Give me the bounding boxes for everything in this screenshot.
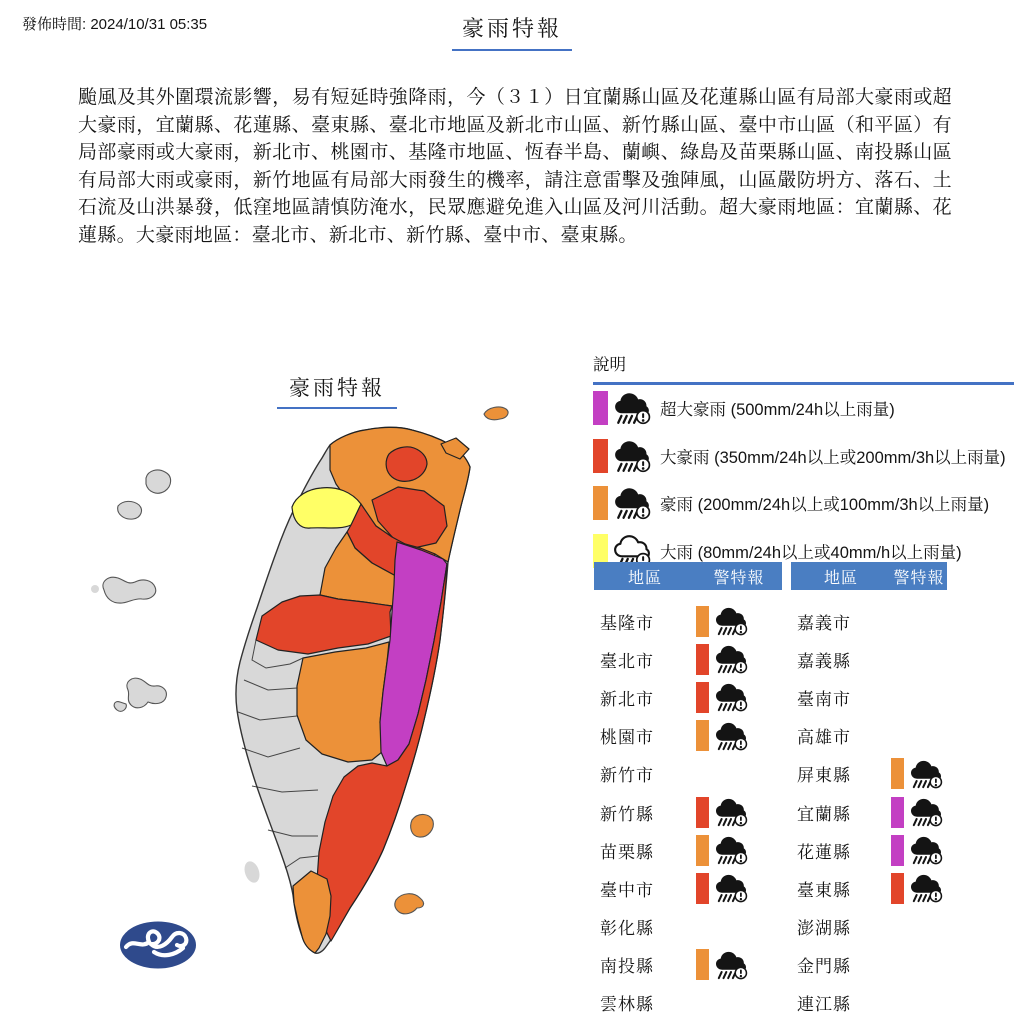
alert-cell <box>891 835 943 866</box>
map-region-kinmen <box>103 577 156 603</box>
map-region-taipei-city <box>386 447 427 482</box>
region-name: 宜蘭縣 <box>797 804 851 824</box>
table-body <box>594 602 782 1022</box>
alert-cell <box>891 758 943 789</box>
table-row <box>594 831 782 869</box>
storm-cloud-icon <box>909 835 943 865</box>
table-row <box>594 602 782 640</box>
region-name: 花蓮縣 <box>797 842 851 862</box>
region-name: 澎湖縣 <box>797 919 851 939</box>
alert-cell <box>696 873 748 904</box>
storm-cloud-icon <box>714 950 748 980</box>
legend-label: 大雨 (80mm/24h以上或40mm/h以上雨量) <box>660 543 962 562</box>
map-region-penghu <box>127 678 166 708</box>
legend-item <box>593 385 1014 433</box>
map-region-kinmen-islet <box>91 585 99 593</box>
table-row <box>594 984 782 1022</box>
alert-cell <box>696 644 748 675</box>
legend-title: 說明 <box>593 356 626 374</box>
region-name: 新北市 <box>600 689 654 709</box>
legend <box>593 351 1014 575</box>
region-name: 高雄市 <box>797 728 851 748</box>
table-row <box>594 678 782 716</box>
storm-cloud-icon <box>714 606 748 636</box>
region-column-header: 地區 <box>823 569 858 587</box>
region-name: 嘉義縣 <box>797 651 851 671</box>
alert-table-left <box>594 562 782 1022</box>
region-name: 新竹市 <box>600 766 654 786</box>
map-region-green-island <box>411 814 434 837</box>
table-row <box>594 946 782 984</box>
alert-color-chip <box>696 720 709 751</box>
map-region-nantou <box>297 642 389 762</box>
region-name: 彰化縣 <box>600 919 654 939</box>
alert-cell <box>891 797 943 828</box>
map-region-penghu-islet <box>114 702 126 712</box>
table-header <box>594 562 782 590</box>
storm-cloud-icon <box>613 486 651 520</box>
table-body <box>791 602 947 1022</box>
region-name: 臺中市 <box>600 880 654 900</box>
alert-color-chip <box>696 644 709 675</box>
table-row <box>791 717 947 755</box>
map-region-guishan-island <box>484 407 508 420</box>
region-name: 雲林縣 <box>600 995 654 1015</box>
storm-cloud-icon <box>714 682 748 712</box>
table-row <box>791 678 947 716</box>
legend-color-chip <box>593 486 608 520</box>
table-row <box>791 984 947 1022</box>
alert-color-chip <box>696 873 709 904</box>
alert-color-chip <box>696 949 709 980</box>
storm-cloud-icon <box>714 644 748 674</box>
map-title: 豪雨特報 <box>277 372 397 409</box>
legend-color-chip <box>593 391 608 425</box>
legend-label: 大豪雨 (350mm/24h以上或200mm/3h以上雨量) <box>660 448 1006 467</box>
alert-cell <box>696 682 748 713</box>
storm-cloud-icon <box>714 721 748 751</box>
table-row <box>791 755 947 793</box>
alert-color-chip <box>696 835 709 866</box>
alert-cell <box>696 606 748 637</box>
storm-cloud-icon <box>909 759 943 789</box>
alert-color-chip <box>696 797 709 828</box>
alert-color-chip <box>891 797 904 828</box>
legend-list <box>593 385 1014 575</box>
table-row <box>594 908 782 946</box>
region-name: 南投縣 <box>600 957 654 977</box>
table-row <box>791 831 947 869</box>
table-header <box>791 562 947 590</box>
storm-cloud-icon <box>714 835 748 865</box>
region-name: 基隆市 <box>600 613 654 633</box>
region-column-header: 地區 <box>627 569 662 587</box>
storm-cloud-icon <box>714 873 748 903</box>
alert-color-chip <box>696 606 709 637</box>
legend-color-chip <box>593 439 608 473</box>
region-name: 嘉義市 <box>797 613 851 633</box>
publish-time: 發佈時間: 2024/10/31 05:35 <box>22 16 208 33</box>
alert-cell <box>696 720 748 751</box>
table-row <box>791 793 947 831</box>
map-region-orchid-island <box>395 894 424 914</box>
alert-column-header: 警特報 <box>713 569 765 587</box>
table-row <box>791 946 947 984</box>
region-name: 臺東縣 <box>797 880 851 900</box>
table-row <box>791 602 947 640</box>
legend-item <box>593 480 1014 528</box>
region-name: 臺北市 <box>600 651 654 671</box>
region-name: 桃園市 <box>600 728 654 748</box>
table-row <box>594 869 782 907</box>
legend-item <box>593 432 1014 480</box>
region-name: 連江縣 <box>797 995 851 1015</box>
legend-label: 超大豪雨 (500mm/24h以上雨量) <box>660 401 895 420</box>
region-name: 苗栗縣 <box>600 842 654 862</box>
region-name: 屏東縣 <box>797 766 851 786</box>
alert-color-chip <box>696 682 709 713</box>
alert-color-chip <box>891 835 904 866</box>
region-name: 金門縣 <box>797 957 851 977</box>
bulletin-text: 颱風及其外圍環流影響，易有短延時強降雨，今（３１）日宜蘭縣山區及花蓮縣山區有局部大豪雨或超大豪雨，宜蘭縣、花蓮縣、臺東縣、臺北市地區及新北市山區、新竹縣山區、臺中市山區（和平區）有局部豪雨或大豪雨，新北市、桃園市、基隆市地區、恆春半島、蘭嶼、綠島及苗栗縣山區、南投縣山區有局部大雨或豪雨，新竹地區有局部大雨發生的機率，請注意雷擊及強陣風，山區嚴防坍方、落石、土石流及山洪暴發，低窪地區請慎防淹水，民眾應避免進入山區及河川活動。超大豪雨地區：宜蘭縣、花蓮縣。大豪雨地區：臺北市、新北市、新竹縣、臺中市、臺東縣。 <box>78 87 952 246</box>
storm-cloud-icon <box>909 797 943 827</box>
map-region-matsu-north <box>146 470 171 493</box>
cwb-logo <box>120 922 196 969</box>
table-row <box>594 793 782 831</box>
alert-cell <box>696 835 748 866</box>
alert-color-chip <box>891 758 904 789</box>
alert-table-right <box>791 562 947 1022</box>
table-row <box>791 908 947 946</box>
region-name: 新竹縣 <box>600 804 654 824</box>
alert-cell <box>696 797 748 828</box>
map-region-matsu-south <box>118 501 142 519</box>
alert-column-header: 警特報 <box>893 569 945 587</box>
region-name: 臺南市 <box>797 689 851 709</box>
storm-cloud-icon <box>909 873 943 903</box>
table-row <box>791 869 947 907</box>
table-row <box>594 755 782 793</box>
taiwan-alert-map <box>60 365 580 1027</box>
page-title: 豪雨特報 <box>452 12 572 51</box>
storm-cloud-icon <box>714 797 748 827</box>
storm-cloud-icon <box>613 439 651 473</box>
legend-label: 豪雨 (200mm/24h以上或100mm/3h以上雨量) <box>660 496 990 515</box>
table-row <box>594 640 782 678</box>
storm-cloud-icon <box>613 391 651 425</box>
table-row <box>594 717 782 755</box>
alert-cell <box>696 949 748 980</box>
alert-cell <box>891 873 943 904</box>
table-row <box>791 640 947 678</box>
map-region-liuqiu <box>242 859 262 884</box>
alert-color-chip <box>891 873 904 904</box>
